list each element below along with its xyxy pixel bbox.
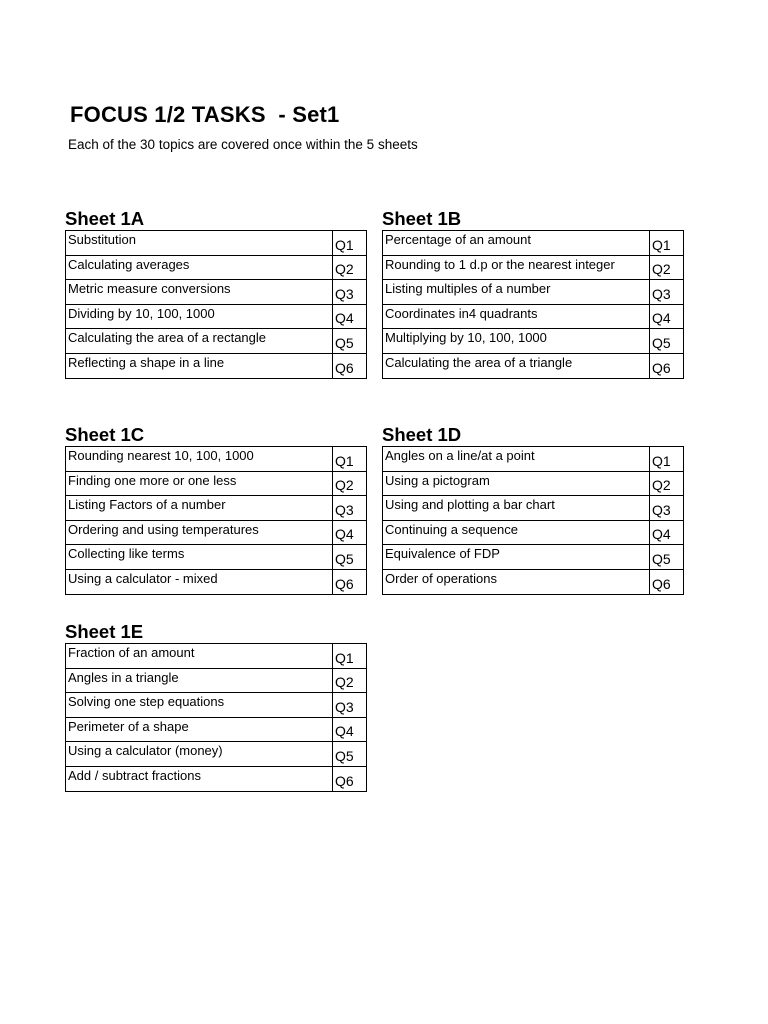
- question-number-cell: Q1: [333, 231, 367, 256]
- sheet-title: Sheet 1B: [382, 208, 462, 229]
- topic-cell: Order of operations: [383, 569, 650, 594]
- topic-cell: Substitution: [66, 231, 333, 256]
- question-number-cell: Q4: [650, 520, 684, 545]
- sheet-1c: [65, 423, 366, 595]
- sheet-1a: [65, 207, 366, 379]
- table-row: [66, 693, 367, 718]
- sheet-1e: [65, 620, 366, 792]
- topic-cell: Rounding to 1 d.p or the nearest integer: [383, 255, 650, 280]
- table-row: [66, 569, 367, 594]
- page-subtitle: Each of the 30 topics are covered once within the 5 sheets: [68, 137, 418, 152]
- sheet-title: Sheet 1A: [65, 208, 145, 229]
- table-row: [383, 353, 684, 378]
- table-row: [66, 304, 367, 329]
- topic-cell: Fraction of an amount: [66, 644, 333, 669]
- topic-cell: Continuing a sequence: [383, 520, 650, 545]
- question-number-cell: Q3: [333, 280, 367, 305]
- table-row: [66, 255, 367, 280]
- table-row: [383, 447, 684, 472]
- table-row: [383, 569, 684, 594]
- table-row: [383, 280, 684, 305]
- topic-cell: Reflecting a shape in a line: [66, 353, 333, 378]
- question-number-cell: Q6: [650, 353, 684, 378]
- question-number-cell: Q2: [650, 471, 684, 496]
- table-row: [66, 766, 367, 791]
- table-row: [66, 353, 367, 378]
- table-row: [383, 496, 684, 521]
- sheet-title: Sheet 1C: [65, 424, 145, 445]
- topic-cell: Angles in a triangle: [66, 668, 333, 693]
- topic-cell: Perimeter of a shape: [66, 717, 333, 742]
- topic-cell: Rounding nearest 10, 100, 1000: [66, 447, 333, 472]
- question-number-cell: Q4: [333, 717, 367, 742]
- question-number-cell: Q5: [650, 329, 684, 354]
- table-row: [66, 329, 367, 354]
- question-number-cell: Q6: [333, 353, 367, 378]
- question-number-cell: Q6: [650, 569, 684, 594]
- question-number-cell: Q2: [333, 668, 367, 693]
- table-row: [383, 545, 684, 570]
- table-row: [66, 545, 367, 570]
- question-number-cell: Q6: [333, 569, 367, 594]
- topic-cell: Listing multiples of a number: [383, 280, 650, 305]
- topic-cell: Calculating the area of a rectangle: [66, 329, 333, 354]
- topic-cell: Ordering and using temperatures: [66, 520, 333, 545]
- topic-cell: Solving one step equations: [66, 693, 333, 718]
- table-row: [66, 717, 367, 742]
- question-number-cell: Q5: [333, 545, 367, 570]
- question-number-cell: Q1: [650, 447, 684, 472]
- topics-table: [65, 446, 367, 595]
- question-number-cell: Q4: [650, 304, 684, 329]
- topic-cell: Dividing by 10, 100, 1000: [66, 304, 333, 329]
- topic-cell: Listing Factors of a number: [66, 496, 333, 521]
- question-number-cell: Q5: [333, 742, 367, 767]
- topic-cell: Coordinates in4 quadrants: [383, 304, 650, 329]
- question-number-cell: Q6: [333, 766, 367, 791]
- topics-table: [65, 643, 367, 792]
- question-number-cell: Q2: [650, 255, 684, 280]
- topic-cell: Using a calculator (money): [66, 742, 333, 767]
- topic-cell: Collecting like terms: [66, 545, 333, 570]
- topic-cell: Add / subtract fractions: [66, 766, 333, 791]
- table-row: [66, 668, 367, 693]
- page-title: FOCUS 1/2 TASKS - Set1: [70, 102, 340, 127]
- topic-cell: Calculating averages: [66, 255, 333, 280]
- table-row: [66, 644, 367, 669]
- question-number-cell: Q3: [333, 693, 367, 718]
- sheet-title: Sheet 1D: [382, 424, 462, 445]
- topic-cell: Multiplying by 10, 100, 1000: [383, 329, 650, 354]
- sheet-title: Sheet 1E: [65, 621, 144, 642]
- question-number-cell: Q2: [333, 471, 367, 496]
- table-row: [66, 742, 367, 767]
- topic-cell: Calculating the area of a triangle: [383, 353, 650, 378]
- table-row: [66, 471, 367, 496]
- table-row: [66, 520, 367, 545]
- table-row: [383, 255, 684, 280]
- table-row: [66, 447, 367, 472]
- topics-table: [382, 230, 684, 379]
- topic-cell: Using a calculator - mixed: [66, 569, 333, 594]
- table-row: [383, 304, 684, 329]
- topics-table: [65, 230, 367, 379]
- sheet-1d: [382, 423, 683, 595]
- topic-cell: Finding one more or one less: [66, 471, 333, 496]
- question-number-cell: Q3: [650, 280, 684, 305]
- question-number-cell: Q4: [333, 520, 367, 545]
- table-row: [383, 231, 684, 256]
- question-number-cell: Q1: [650, 231, 684, 256]
- topics-table: [382, 446, 684, 595]
- topic-cell: Percentage of an amount: [383, 231, 650, 256]
- question-number-cell: Q3: [650, 496, 684, 521]
- question-number-cell: Q3: [333, 496, 367, 521]
- table-row: [383, 520, 684, 545]
- question-number-cell: Q1: [333, 447, 367, 472]
- table-row: [66, 280, 367, 305]
- table-row: [66, 231, 367, 256]
- topic-cell: Using and plotting a bar chart: [383, 496, 650, 521]
- topic-cell: Using a pictogram: [383, 471, 650, 496]
- table-row: [66, 496, 367, 521]
- table-row: [383, 329, 684, 354]
- question-number-cell: Q4: [333, 304, 367, 329]
- sheet-1b: [382, 207, 683, 379]
- topic-cell: Metric measure conversions: [66, 280, 333, 305]
- topic-cell: Equivalence of FDP: [383, 545, 650, 570]
- table-row: [383, 471, 684, 496]
- question-number-cell: Q5: [333, 329, 367, 354]
- question-number-cell: Q1: [333, 644, 367, 669]
- question-number-cell: Q2: [333, 255, 367, 280]
- topic-cell: Angles on a line/at a point: [383, 447, 650, 472]
- question-number-cell: Q5: [650, 545, 684, 570]
